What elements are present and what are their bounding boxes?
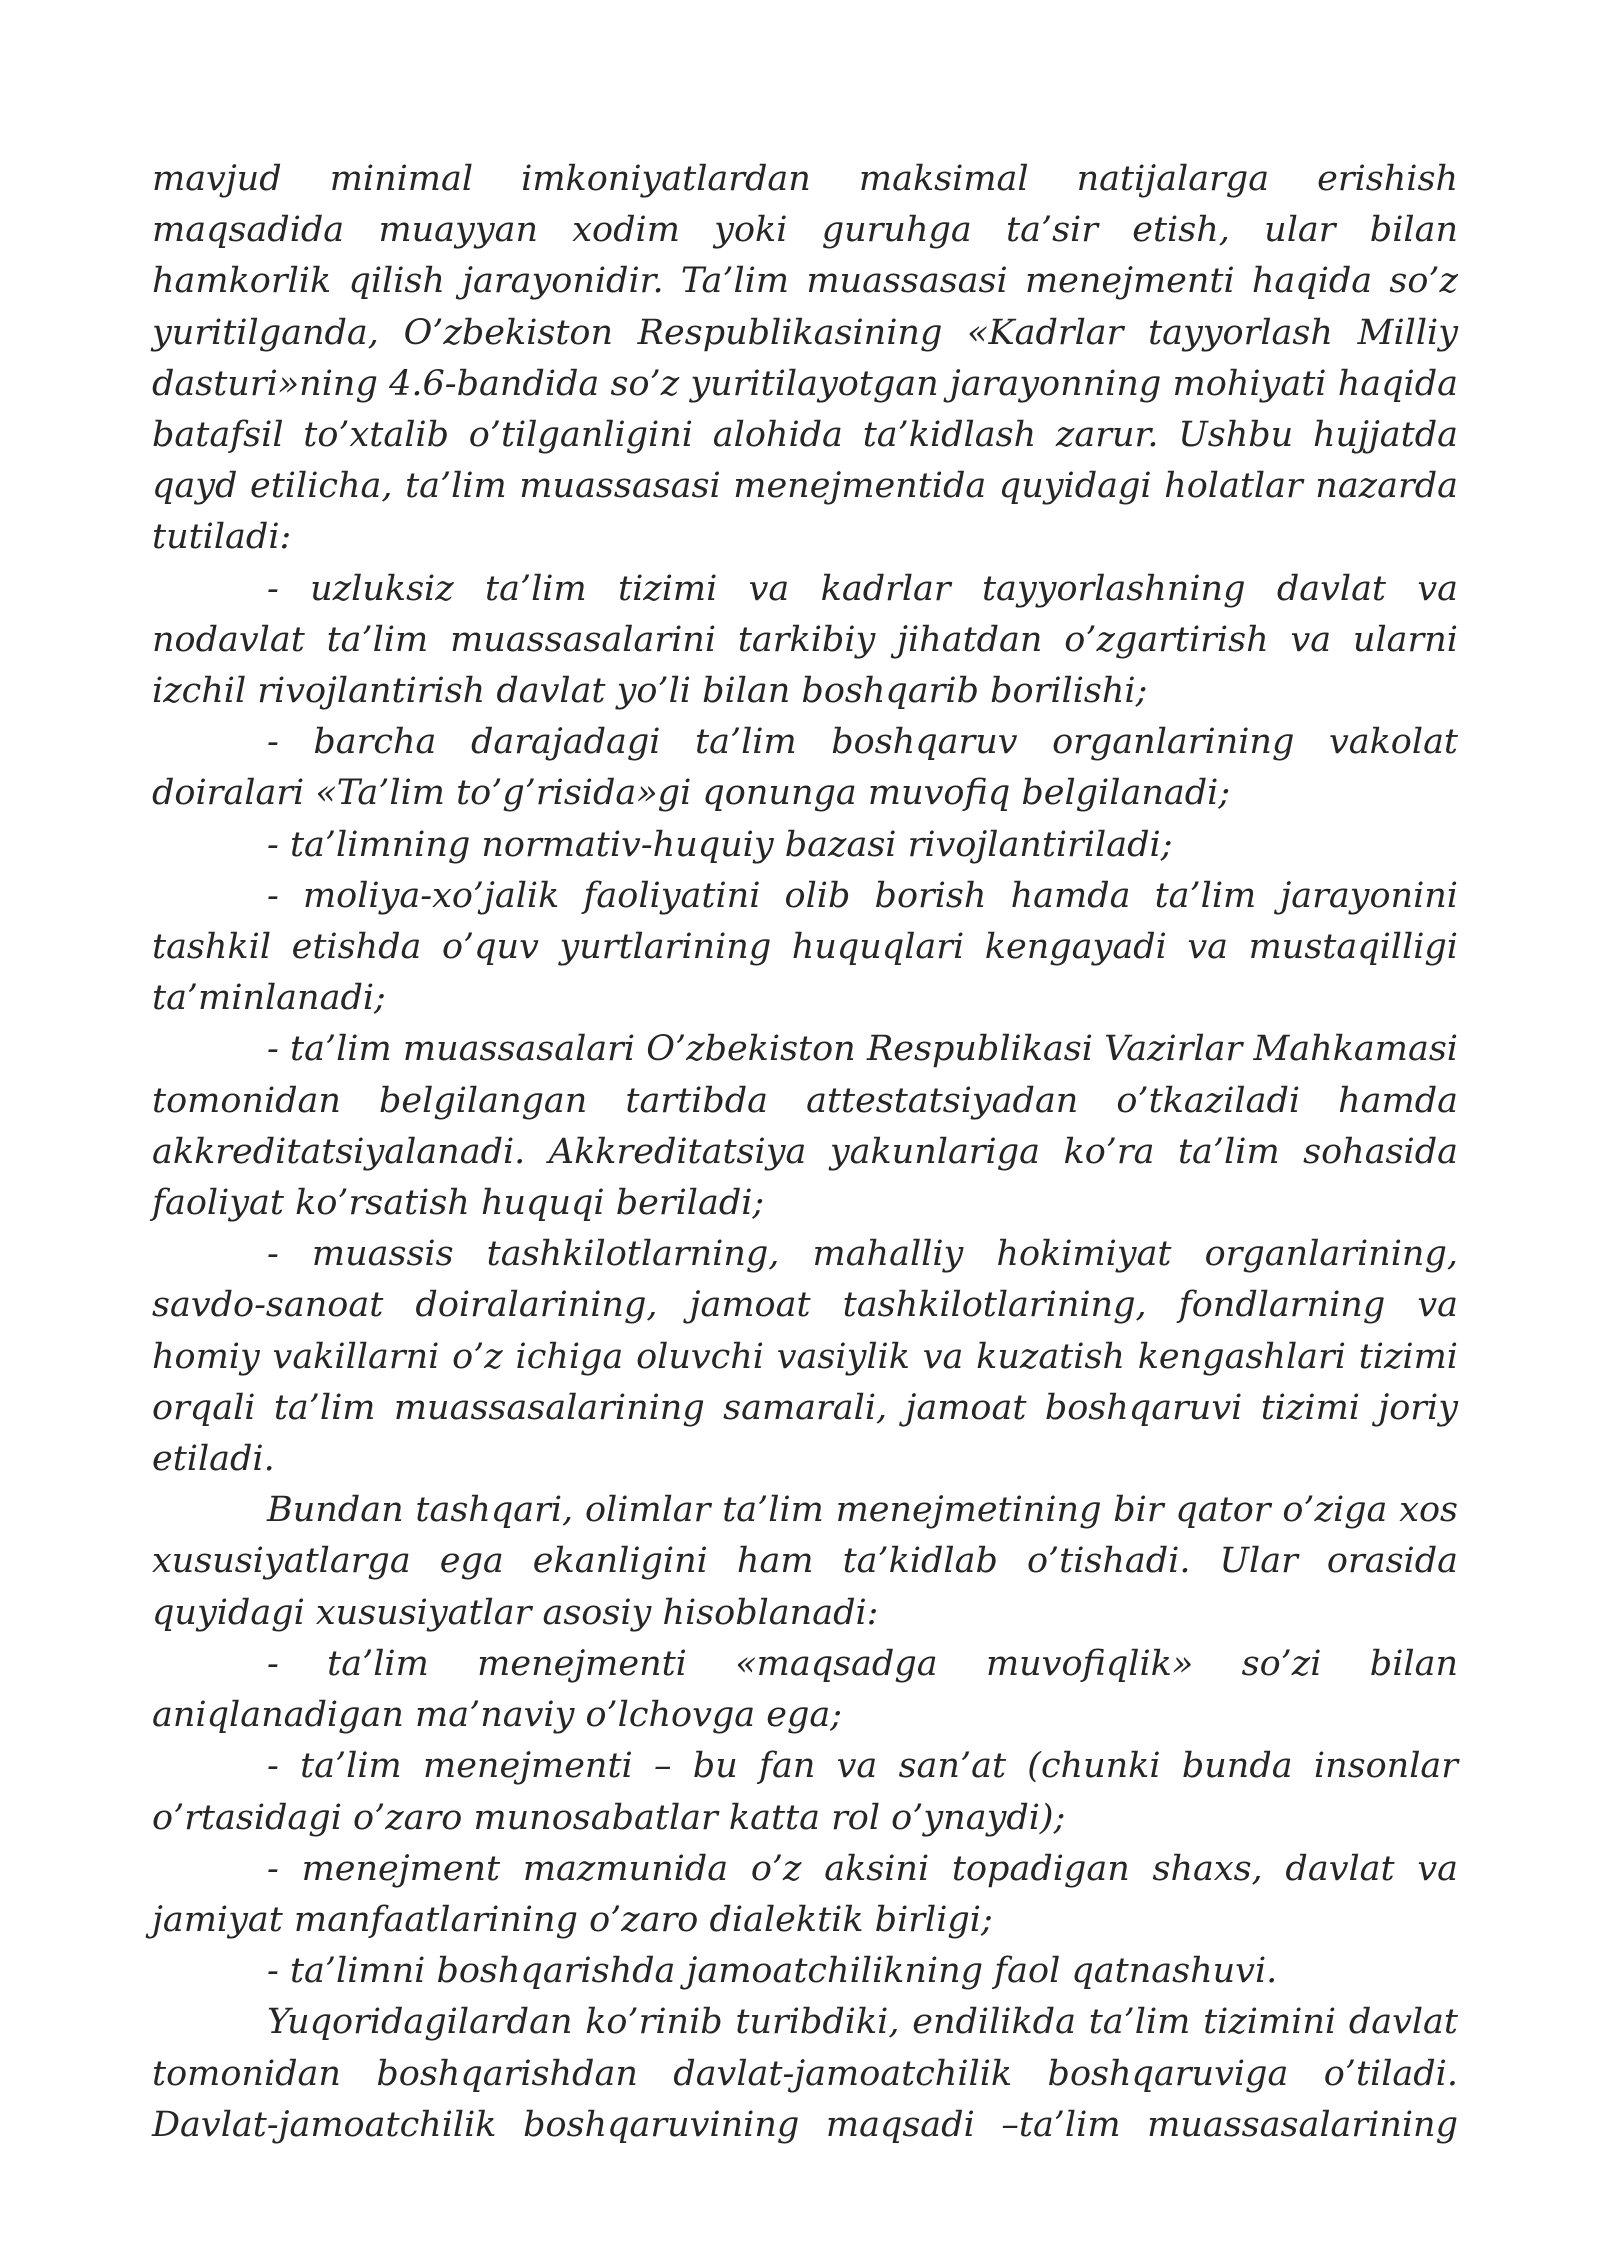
list-item-public-participation: - ta’limni boshqarishda jamoatchilikning faol qatnashuvi. [267, 1951, 1278, 1992]
list-item-moral-measure: - ta’lim menejmenti «maqsadga muvofiqlik» so’zi bilan aniqlanadigan ma’naviy o’lchovga ega; [152, 1643, 1458, 1736]
list-item-supervisory-boards: - muassis tashkilotlarning, mahalliy hokimiyat organlarining, savdo-sanoat doiralarining, jamoat tashkilotlarining, fondlarning va homiy vakillarni o’z ichiga oluvchi vasiylik va kuzatish kengashlari tizimi orqali ta’lim muassasalarining samarali, jamoat boshqaruvi tizimi joriy etiladi. [152, 1234, 1458, 1480]
list-item-attestation: - ta’lim muassasalari O’zbekiston Respublikasi Vazirlar Mahkamasi tomonidan belgilangan tartibda attestatsiyadan o’tkaziladi hamda akkreditatsiyalanadi. Akkreditatsiya yakunlariga ko’ra ta’lim sohasida faoliyat ko’rsatish huquqi beriladi; [152, 1029, 1458, 1224]
paragraph-conclusion: Yuqoridagilardan ko’rinib turibdiki, endilikda ta’lim tizimini davlat tomonidan boshqarishdan davlat-jamoatchilik boshqaruviga o’tiladi. Davlat-jamoatchilik boshqaruvining maqsadi –ta’lim muassasalarining [152, 2002, 1458, 2145]
list-item-continuous-education: - uzluksiz ta’lim tizimi va kadrlar tayyorlashning davlat va nodavlat ta’lim muassasalarini tarkibiy jihatdan o’zgartirish va ularni izchil rivojlantirish davlat yo’li bilan boshqarib borilishi; [152, 568, 1458, 712]
body-text [152, 154, 1458, 2151]
paragraph-intro: mavjud minimal imkoniyatlardan maksimal natijalarga erishish maqsadida muayyan xodim yoki guruhga ta’sir etish, ular bilan hamkorlik qilish jarayonidir. Ta’lim muassasasi menejmenti haqida so’z yuritilganda, O’zbekiston Respublikasining «Kadrlar tayyorlash Milliy dasturi»ning 4.6-bandida so’z yuritilayotgan jarayonning mohiyati haqida batafsil to’xtalib o’tilganligini alohida ta’kidlash zarur. Ushbu hujjatda qayd etilicha, ta’lim muassasasi menejmentida quyidagi holatlar nazarda tutiladi: [152, 159, 1458, 558]
list-item-authority-levels: - barcha darajadagi ta’lim boshqaruv organlarining vakolat doiralari «Ta’lim to’g’risida»gi qonunga muvofiq belgilanadi; [152, 722, 1458, 814]
list-item-financial-rights: - moliya-xo’jalik faoliyatini olib borish hamda ta’lim jarayonini tashkil etishda o’quv yurtlarining huquqlari kengayadi va mustaqilligi ta’minlanadi; [152, 875, 1458, 1019]
list-item-dialectical-unity: - menejment mazmunida o’z aksini topadigan shaxs, davlat va jamiyat manfaatlarining o’zaro dialektik birligi; [152, 1848, 1458, 1940]
list-item-science-and-art: - ta’lim menejmenti – bu fan va san’at (chunki bunda insonlar o’rtasidagi o’zaro munosabatlar katta rol o’ynaydi); [152, 1746, 1458, 1838]
list-item-legal-base: - ta’limning normativ-huquiy bazasi rivojlantiriladi; [267, 824, 1173, 865]
paragraph-features-intro: Bundan tashqari, olimlar ta’lim menejmetining bir qator o’ziga xos xususiyatlarga ega ekanligini ham ta’kidlab o’tishadi. Ular orasida quyidagi xususiyatlar asosiy hisoblanadi: [152, 1490, 1458, 1633]
